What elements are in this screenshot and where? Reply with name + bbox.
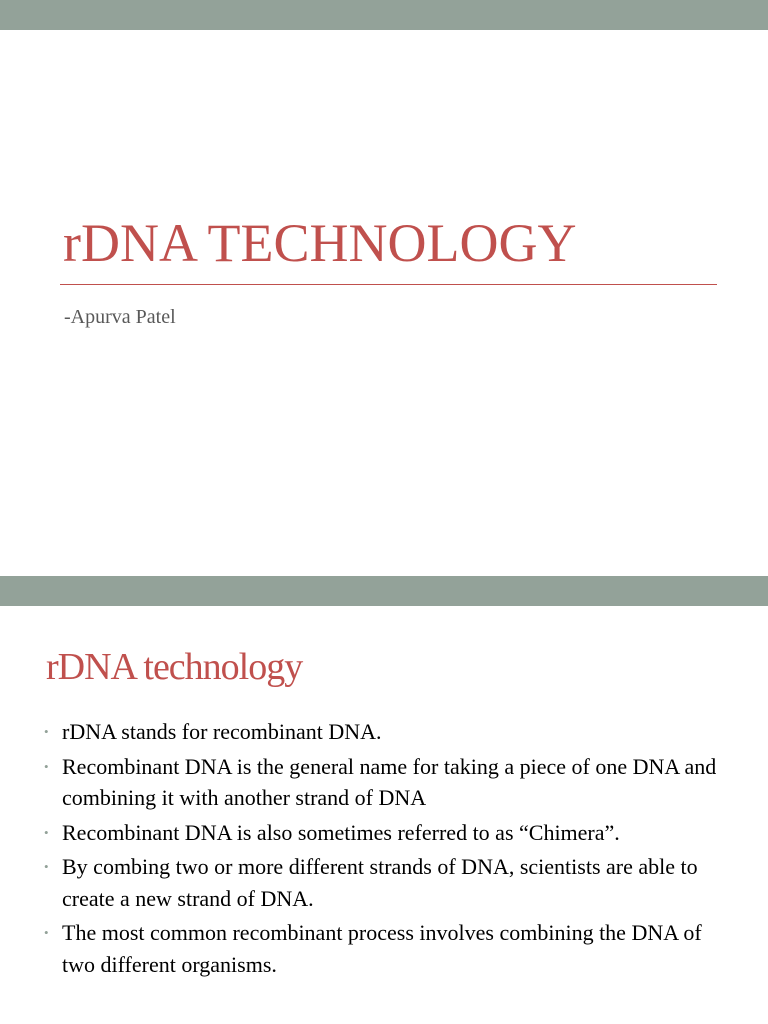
bullet-text: By combing two or more different strands of DNA, scientists are able to create a new strand of DNA. — [62, 854, 698, 911]
bullet-text: The most common recombinant process involves combining the DNA of two different organisms. — [62, 920, 702, 977]
slide-1-title: rDNA TECHNOLOGY — [63, 213, 577, 273]
slide-1-top-band — [0, 0, 768, 30]
bullet-dot-icon: • — [44, 925, 49, 940]
bullet-item — [44, 851, 734, 914]
bullet-item — [44, 716, 734, 748]
bullet-text: rDNA stands for recombinant DNA. — [62, 719, 382, 744]
bullet-item — [44, 917, 734, 980]
bullet-item — [44, 817, 734, 849]
bullet-dot-icon: • — [44, 824, 49, 840]
bullet-item — [44, 751, 734, 814]
bullet-list — [44, 716, 734, 983]
bullet-text: Recombinant DNA is also sometimes referred to as “Chimera”. — [62, 819, 620, 845]
slide-2-title: rDNA technology — [46, 646, 303, 688]
title-underline — [60, 284, 717, 285]
slide-2 — [0, 576, 768, 1024]
slide-2-top-band — [0, 576, 768, 606]
bullet-dot-icon: • — [44, 859, 49, 874]
slide-1-subtitle: -Apurva Patel — [64, 306, 176, 328]
bullet-dot-icon: • — [44, 758, 49, 774]
bullet-text: Recombinant DNA is the general name for taking a piece of one DNA and combining it with another strand of DNA — [62, 753, 717, 810]
bullet-dot-icon: • — [44, 724, 49, 739]
